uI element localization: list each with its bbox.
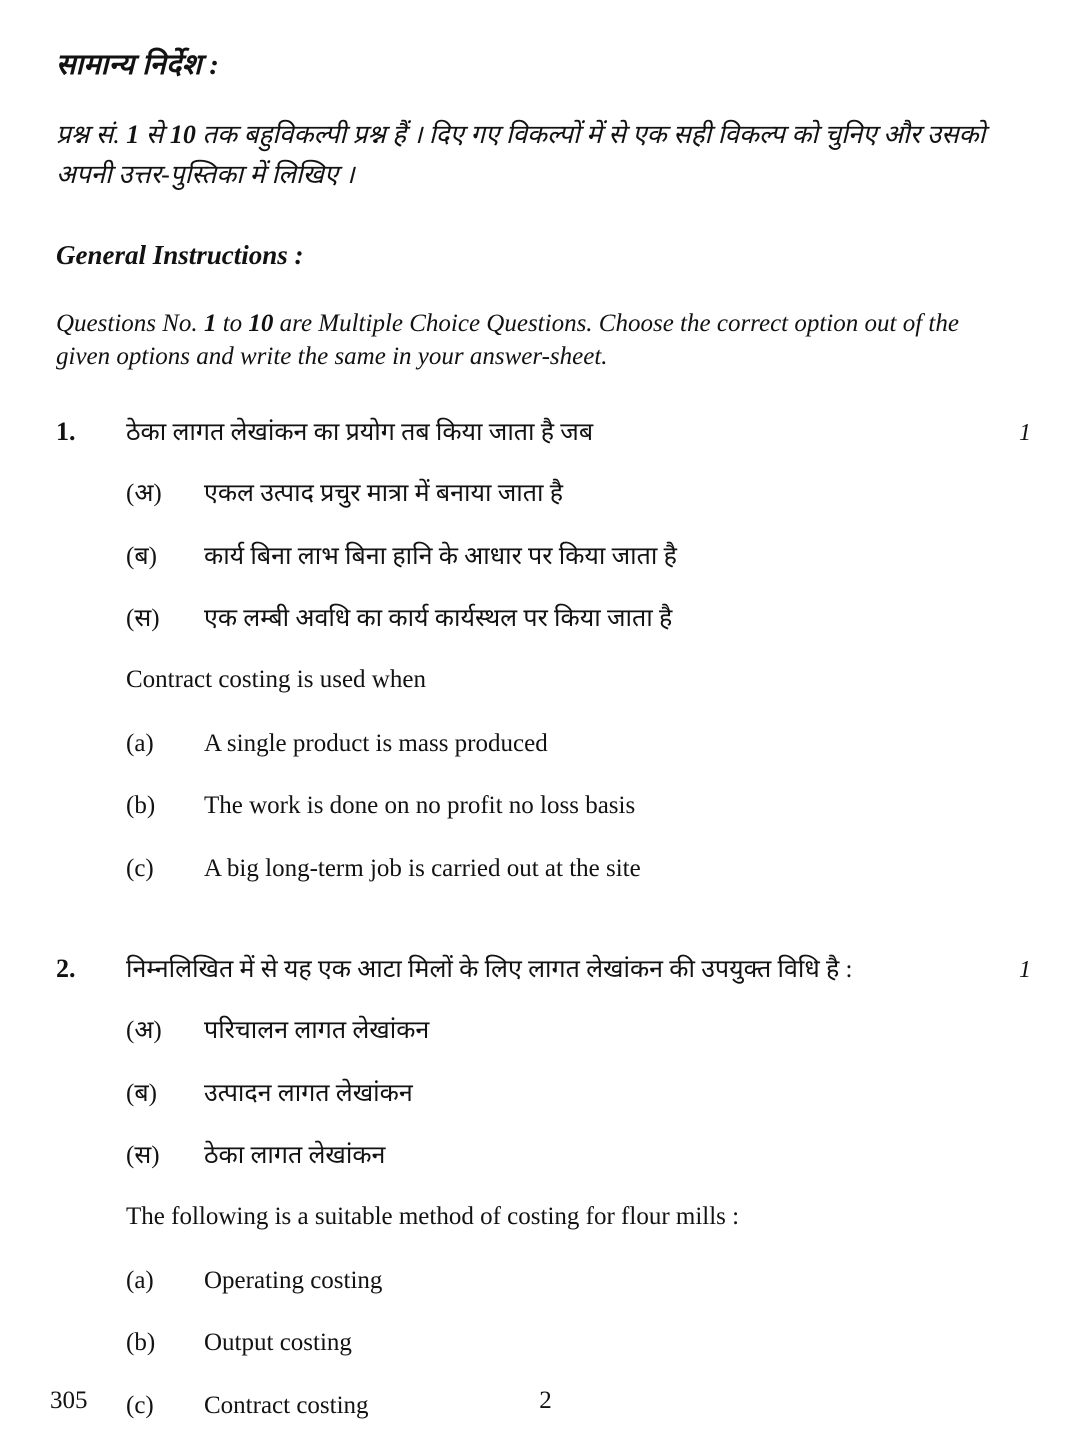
option-text: एकल उत्पाद प्रचुर मात्रा में बनाया जाता है — [204, 480, 563, 508]
question-marks: 1 — [1019, 420, 1031, 447]
option-text: एक लम्बी अवधि का कार्य कार्यस्थल पर किया जाता है — [204, 605, 673, 633]
option-label: (c) — [126, 854, 154, 882]
option-label: (ब) — [126, 1079, 157, 1107]
english-instructions-part-bold: 10 — [248, 309, 274, 337]
english-instructions-text — [56, 307, 1016, 375]
question-block-1 — [56, 414, 1033, 885]
option-label: (अ) — [126, 1017, 162, 1045]
english-instructions-part: to — [216, 309, 249, 337]
question-1-english-option-b — [126, 790, 1033, 823]
question-2-hindi-option-b — [126, 1078, 1033, 1111]
option-label: (b) — [126, 792, 156, 820]
question-number: 2. — [56, 954, 76, 984]
question-text-english: Contract costing is used when — [126, 665, 426, 693]
option-text: Operating costing — [204, 1266, 383, 1294]
option-label: (अ) — [126, 480, 162, 508]
hindi-instructions-text — [56, 115, 1016, 196]
option-label: (b) — [126, 1329, 156, 1357]
option-text: Contract costing — [204, 1391, 369, 1419]
question-2-hindi-option-a — [126, 1015, 1033, 1048]
english-instructions-part: are Multiple Choice Questions. Choose the correct option out of the given options and write the same in your answer-sheet. — [56, 309, 959, 371]
paper-code: 305 — [50, 1387, 88, 1414]
option-label: (a) — [126, 729, 154, 757]
option-label: (a) — [126, 1266, 154, 1294]
hindi-instructions-part-bold: 1 — [126, 120, 140, 149]
option-text: A single product is mass produced — [204, 729, 548, 757]
hindi-instructions-part: से — [139, 120, 170, 149]
hindi-instructions-part: प्रश्न सं. — [56, 120, 127, 149]
hindi-instructions-heading: सामान्य निर्देश : — [56, 49, 220, 81]
question-marks: 1 — [1019, 957, 1031, 984]
hindi-instructions-part: तक बहुविकल्पी प्रश्न हैं । दिए गए विकल्पों में से एक सही विकल्प को चुनिए और उसको अपनी उत्तर-पुस्तिका में लिखिए । — [56, 120, 986, 190]
question-2-english-option-a — [126, 1265, 1033, 1298]
question-1-hindi-option-a — [126, 478, 1033, 511]
hindi-instructions-part-bold: 10 — [169, 120, 196, 149]
question-1-hindi-option-c — [126, 603, 1033, 636]
question-text-hindi: निम्नलिखित में से यह एक आटा मिलों के लिए लागत लेखांकन की उपयुक्त विधि है : — [126, 956, 853, 984]
english-instructions-part-bold: 1 — [203, 309, 217, 337]
question-text-english: The following is a suitable method of costing for flour mills : — [126, 1202, 740, 1230]
question-1-english-option-c — [126, 853, 1033, 886]
question-1-english-option-a — [126, 728, 1033, 761]
question-2-header — [56, 951, 1033, 985]
option-text: The work is done on no profit no loss basis — [204, 792, 636, 820]
question-text-hindi: ठेका लागत लेखांकन का प्रयोग तब किया जाता है जब — [126, 419, 594, 447]
question-2-english-option-b — [126, 1327, 1033, 1360]
option-label: (ब) — [126, 542, 157, 570]
option-text: ठेका लागत लेखांकन — [204, 1142, 386, 1170]
option-text: Output costing — [204, 1329, 352, 1357]
english-instructions-heading: General Instructions : — [56, 239, 304, 270]
option-text: कार्य बिना लाभ बिना हानि के आधार पर किया जाता है — [204, 542, 677, 570]
question-1-header — [56, 414, 1033, 448]
option-text: उत्पादन लागत लेखांकन — [204, 1079, 413, 1107]
option-text: परिचालन लागत लेखांकन — [204, 1017, 430, 1045]
question-2-hindi-option-c — [126, 1140, 1033, 1173]
question-1-hindi-option-b — [126, 541, 1033, 574]
option-label: (स) — [126, 605, 160, 633]
page-number: 2 — [539, 1387, 552, 1414]
english-instructions-part: Questions No. — [56, 309, 204, 337]
page-footer — [0, 1387, 1091, 1415]
option-label: (c) — [126, 1391, 154, 1419]
option-text: A big long-term job is carried out at the site — [204, 854, 641, 882]
question-number: 1. — [56, 417, 76, 447]
question-block-2 — [56, 951, 1033, 1422]
option-label: (स) — [126, 1142, 160, 1170]
